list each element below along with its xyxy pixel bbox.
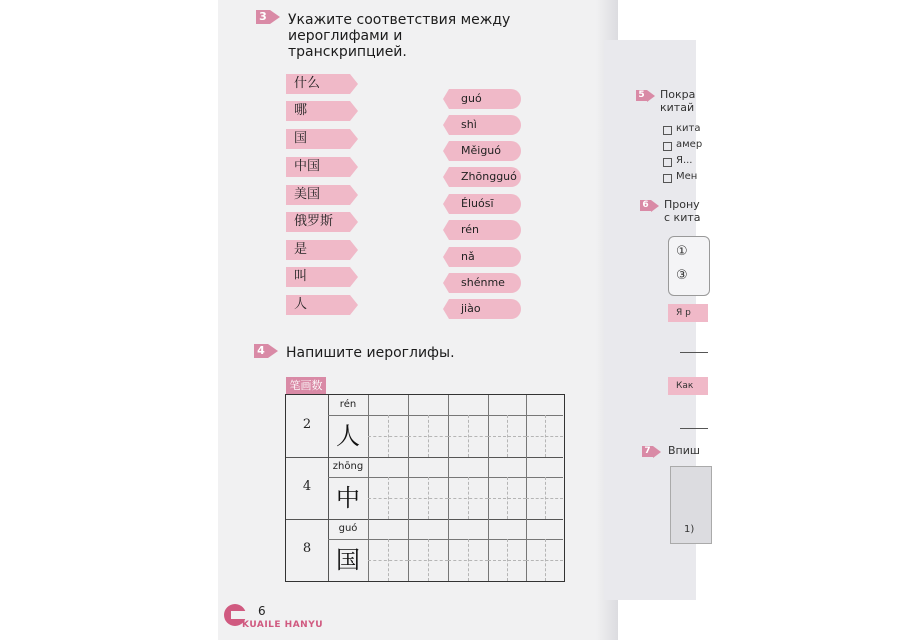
hanzi-tag[interactable]: 人 — [286, 295, 350, 315]
practice-cell[interactable] — [488, 457, 527, 519]
choice-3: ③ — [676, 268, 688, 283]
answer-line — [680, 428, 708, 429]
hanzi-tag[interactable]: 是 — [286, 240, 350, 260]
pinyin-tag[interactable]: shì — [449, 115, 521, 135]
practice-cell[interactable] — [488, 519, 527, 581]
hanzi-tag[interactable]: 俄罗斯 — [286, 212, 350, 232]
hanzi-tag[interactable]: 哪 — [286, 101, 350, 121]
exercise-3-title — [288, 12, 608, 60]
practice-cell[interactable] — [526, 519, 563, 581]
exercise-5-line1: Покра — [660, 88, 696, 101]
option-checkbox[interactable] — [663, 126, 672, 135]
answer-line — [680, 352, 708, 353]
stroke-count-value: 2 — [302, 417, 312, 432]
hanzi-tag[interactable]: 美国 — [286, 185, 350, 205]
answer-strip: Как — [668, 377, 708, 395]
logo-cutout — [231, 611, 249, 619]
exercise-arrow-icon — [647, 90, 655, 102]
grid-row — [286, 519, 563, 581]
stroke-count — [286, 457, 329, 519]
practice-cell[interactable] — [526, 395, 563, 457]
stroke-count — [286, 519, 329, 581]
exercise-3-title-line1: Укажите соответствия между иероглифами и — [288, 12, 511, 44]
row-pinyin: rén — [328, 395, 368, 416]
pinyin-tag[interactable]: rén — [449, 220, 521, 240]
option-checkbox[interactable] — [663, 142, 672, 151]
exercise-7-item: 1) — [684, 524, 695, 535]
choice-1: ① — [676, 244, 688, 259]
hanzi-tag[interactable]: 叫 — [286, 267, 350, 287]
stroke-count-header: 笔画数 — [286, 377, 326, 395]
exercise-5-line2: китай — [660, 101, 695, 114]
option-label: амер — [676, 139, 703, 150]
row-pinyin: zhōng — [328, 457, 368, 478]
pinyin-tag[interactable]: Éluósī — [449, 194, 521, 214]
exercise-6-line2: с кита — [664, 211, 701, 224]
practice-cell[interactable] — [448, 457, 489, 519]
model-cell — [328, 395, 369, 457]
practice-cell[interactable] — [526, 457, 563, 519]
practice-cell[interactable] — [408, 519, 449, 581]
grid-row — [286, 457, 563, 520]
exercise-5-number: 5 — [636, 90, 647, 101]
writing-grid — [285, 394, 565, 582]
answer-strip: Я р — [668, 304, 708, 322]
exercise-arrow-icon — [270, 10, 280, 24]
practice-cell[interactable] — [368, 395, 409, 457]
option-label: Мен — [676, 171, 698, 182]
model-cell — [328, 457, 369, 519]
model-character: 国 — [336, 546, 360, 574]
hanzi-tag[interactable]: 什么 — [286, 74, 350, 94]
stroke-count-value: 8 — [302, 541, 312, 556]
exercise-6-number: 6 — [640, 200, 651, 211]
practice-cell[interactable] — [448, 519, 489, 581]
exercise-7-title: Впиш — [668, 444, 700, 457]
exercise-3-title-line2: транскрипцией. — [288, 44, 407, 60]
grid-row — [286, 395, 563, 458]
practice-cell[interactable] — [408, 457, 449, 519]
exercise-3-number: 3 — [256, 10, 270, 24]
pinyin-tag[interactable]: guó — [449, 89, 521, 109]
model-character: 中 — [336, 484, 360, 512]
model-cell — [328, 519, 369, 581]
exercise-4-number: 4 — [254, 344, 268, 358]
exercise-arrow-icon — [268, 344, 278, 358]
practice-cell[interactable] — [408, 395, 449, 457]
option-label: кита — [676, 123, 701, 134]
pinyin-tag[interactable]: Měiguó — [449, 141, 521, 161]
exercise-4-title: Напишите иероглифы. — [286, 345, 455, 361]
option-label: Я... — [676, 155, 693, 166]
pinyin-tag[interactable]: nǎ — [449, 247, 521, 267]
option-checkbox[interactable] — [663, 174, 672, 183]
hanzi-tag[interactable]: 中国 — [286, 157, 350, 177]
exercise-7-number: 7 — [642, 446, 653, 457]
stroke-count-value: 4 — [302, 479, 312, 494]
model-character: 人 — [336, 422, 360, 450]
exercise-arrow-icon — [653, 446, 661, 458]
hanzi-tag[interactable]: 国 — [286, 129, 350, 149]
choice-box — [668, 236, 710, 296]
exercise-arrow-icon — [651, 200, 659, 212]
practice-cell[interactable] — [368, 457, 409, 519]
stroke-count — [286, 395, 329, 457]
practice-cell[interactable] — [448, 395, 489, 457]
practice-cell[interactable] — [368, 519, 409, 581]
exercise-6-line1: Прону — [664, 198, 700, 211]
option-checkbox[interactable] — [663, 158, 672, 167]
pinyin-tag[interactable]: jiào — [449, 299, 521, 319]
pinyin-tag[interactable]: Zhōngguó — [449, 167, 521, 187]
row-pinyin: guó — [328, 519, 368, 540]
practice-cell[interactable] — [488, 395, 527, 457]
page-number: 6 — [258, 604, 266, 618]
pinyin-tag[interactable]: shénme — [449, 273, 521, 293]
brand-name: KUAILE HANYU — [242, 620, 324, 630]
